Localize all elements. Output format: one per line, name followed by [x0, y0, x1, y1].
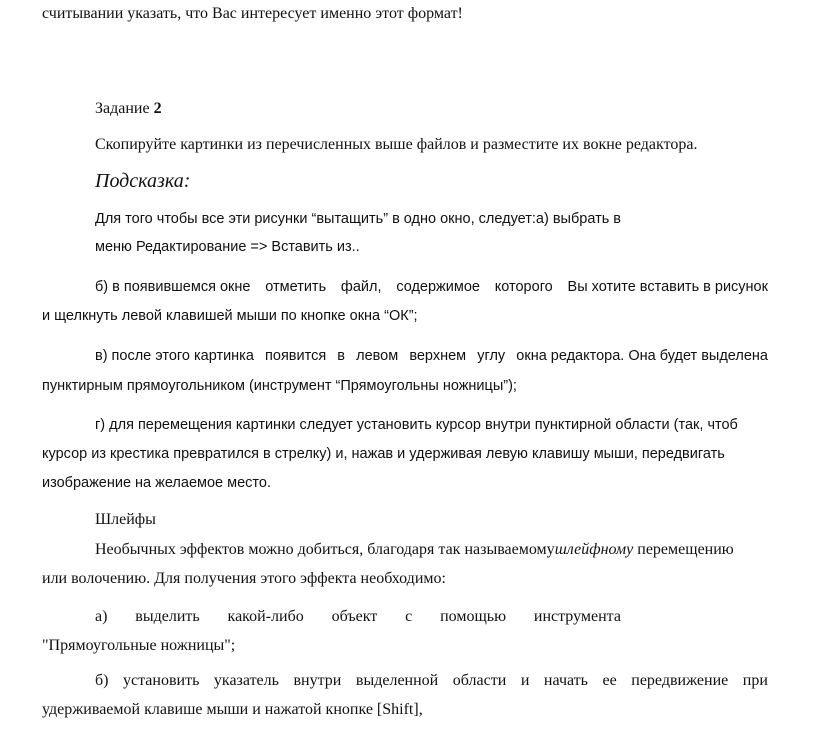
task-number: 2 [153, 100, 162, 117]
item-a-word: какой-либо [227, 608, 304, 625]
item-b-word: начать [543, 672, 588, 689]
step-b-word: Вы хотите вставить в рисунок [567, 279, 768, 295]
step-b-word: отметить [265, 279, 327, 295]
section-p1-before: Необычных эффектов можно добиться, благодаря так называемому [95, 541, 555, 558]
hint-title: Подсказка: [95, 170, 191, 192]
task-instruction: Скопируйте картинки из перечисленных выше файлов и разместите их вокне редактора. [95, 136, 698, 153]
section-p1-after: перемещению [633, 541, 734, 558]
item-b-word: ее [602, 672, 617, 689]
task-label: Задание [95, 100, 150, 117]
section-title: Шлейфы [95, 511, 156, 528]
item-b-word: указатель [213, 672, 279, 689]
item-a-word: объект [331, 608, 378, 625]
section-p1-line-2: или волочению. Для получения этого эффекта необходимо: [42, 570, 446, 587]
step-v-word: окна редактора. Она будет выделена [516, 348, 768, 364]
step-g-line-1: г) для перемещения картинки следует установить курсор внутри пунктирной области (так, чтоб [95, 417, 738, 433]
item-b-word: передвижение [631, 672, 729, 689]
step-v-word: в [337, 348, 345, 364]
step-b-line-1 [95, 277, 768, 297]
item-a-word: помощью [440, 608, 507, 625]
section-p1-italic: шлейфному [554, 541, 634, 558]
item-a-line-2: "Прямоугольные ножницы"; [42, 637, 236, 654]
step-b-word: б) в появившемся окне [95, 279, 251, 295]
step-v-word: углу [477, 348, 506, 364]
item-a-word: а) [95, 608, 108, 625]
top-line: считывании указать, что Вас интересует именно этот формат! [42, 5, 463, 22]
item-a-word: с [405, 608, 413, 625]
item-b-word: области [452, 672, 507, 689]
step-v-word: левом [356, 348, 399, 364]
step-v-word: в) после этого картинка [95, 348, 254, 364]
item-b-word: выделенной [355, 672, 439, 689]
hint-line-2: меню Редактирование => Вставить из.. [95, 239, 360, 255]
item-a-line-1 [95, 607, 621, 627]
hint-line-1: Для того чтобы все эти рисунки “вытащить” в одно окно, следует:а) выбрать в [95, 211, 621, 227]
step-b-line-2: и щелкнуть левой клавишей мыши по кнопке окна “ОК”; [42, 308, 418, 324]
step-v-word: верхнем [409, 348, 467, 364]
step-g-line-3: изображение на желаемое место. [42, 475, 271, 491]
task-heading [95, 99, 162, 119]
item-b-line-1 [95, 671, 768, 691]
step-b-word: которого [494, 279, 553, 295]
step-g-line-2: курсор из крестика превратился в стрелку) и, нажав и удерживая левую клавишу мыши, передвигать [42, 446, 725, 462]
step-b-word: файл, [340, 279, 382, 295]
step-b-word: содержимое [396, 279, 480, 295]
item-b-word: и [520, 672, 530, 689]
step-v-word: появится [265, 348, 327, 364]
item-b-word: установить [123, 672, 200, 689]
item-a-word: выделить [135, 608, 200, 625]
section-p1-line-1 [95, 540, 734, 560]
step-v-line-1 [95, 346, 768, 366]
item-b-line-2: удерживаемой клавише мыши и нажатой кнопке [Shift], [42, 701, 423, 718]
item-b-word: при [742, 672, 768, 689]
item-b-word: внутри [293, 672, 342, 689]
step-v-line-2: пунктирным прямоугольником (инструмент “Прямоугольны ножницы”); [42, 378, 517, 394]
item-b-word: б) [95, 672, 109, 689]
item-a-word: инструмента [533, 608, 621, 625]
